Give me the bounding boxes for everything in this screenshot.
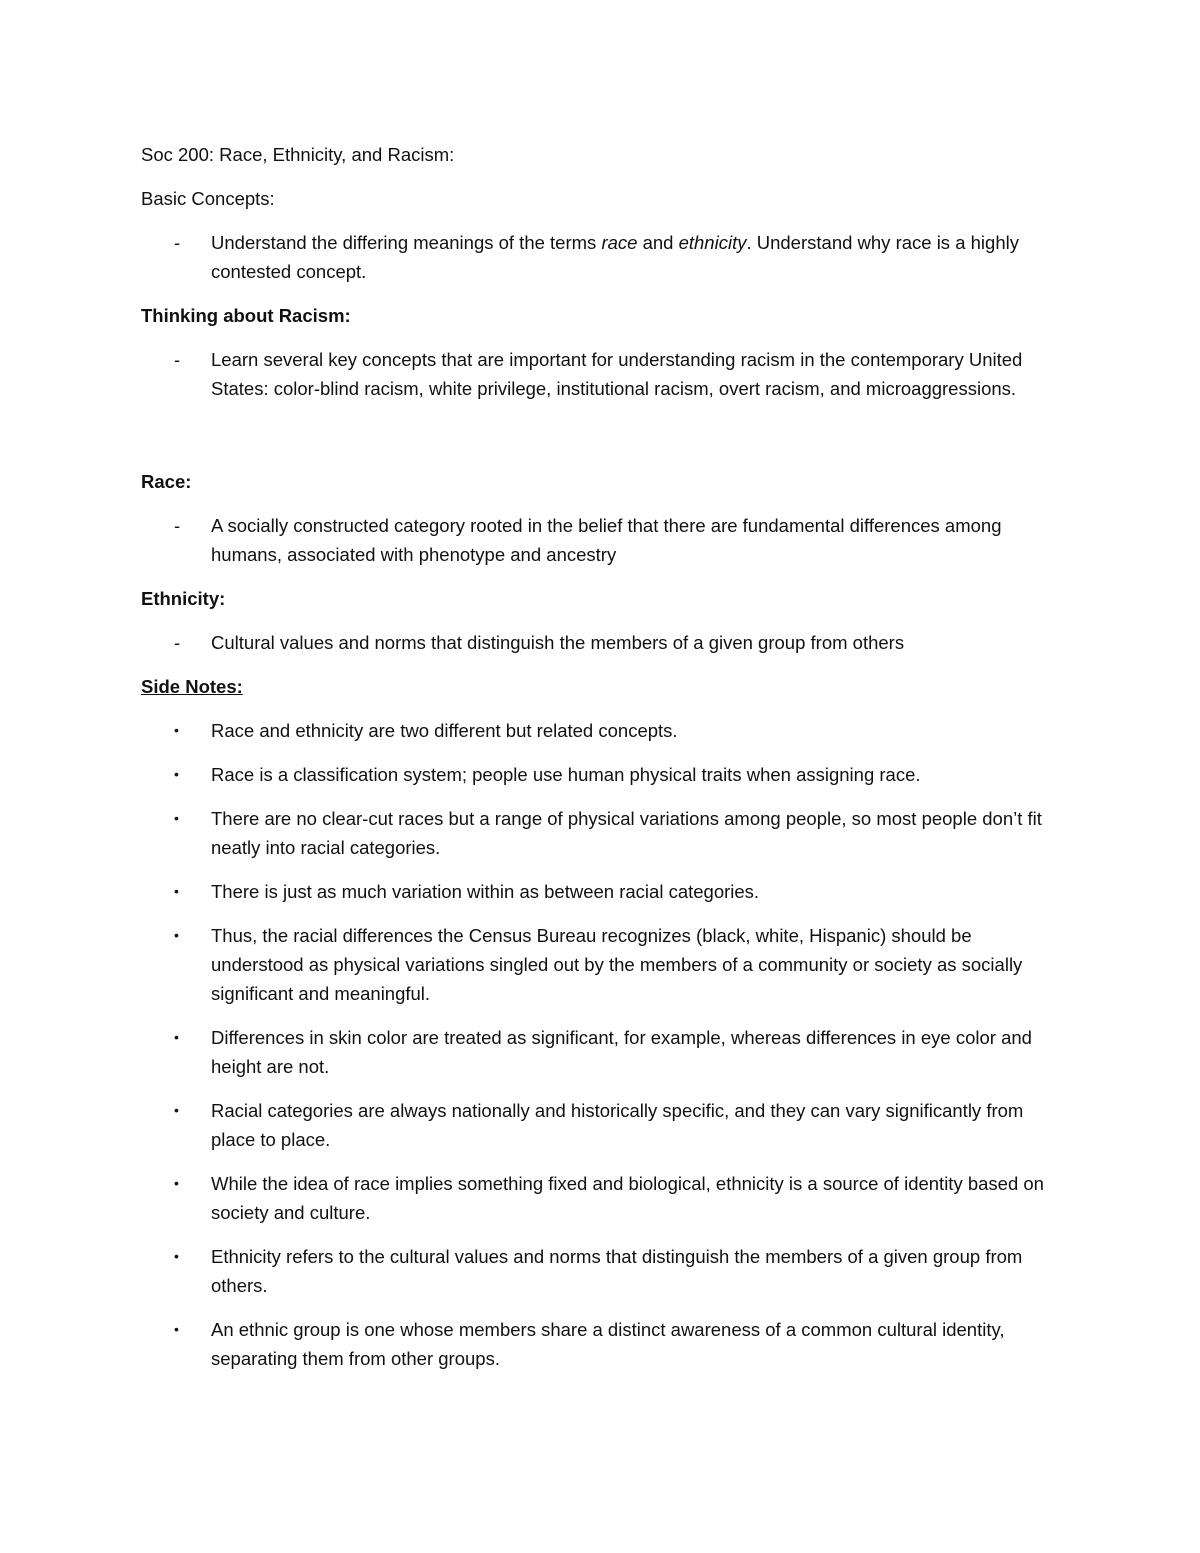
- term-ethnicity: ethnicity: [678, 232, 747, 253]
- side-note-text: Race and ethnicity are two different but related concepts.: [211, 720, 678, 741]
- race-heading: Race:: [141, 471, 192, 492]
- side-note-item: [141, 1242, 1061, 1300]
- list-item: [141, 511, 1061, 569]
- thinking-about-racism-text: Learn several key concepts that are important for understanding racism in the contemporary United States: color-blind racism, white privilege, institutional racism, overt racism, and microaggressions.: [211, 349, 1023, 399]
- ethnicity-heading: Ethnicity:: [141, 588, 226, 609]
- race-definition: A socially constructed category rooted in the belief that there are fundamental differences among humans, associated with phenotype and ancestry: [211, 515, 1002, 565]
- thinking-about-racism-heading: Thinking about Racism:: [141, 305, 351, 326]
- ethnicity-definition: Cultural values and norms that distinguish the members of a given group from others: [211, 632, 905, 653]
- dash-marker: -: [174, 232, 181, 253]
- side-note-item: [141, 1169, 1061, 1227]
- basic-concepts-heading: Basic Concepts:: [141, 188, 275, 209]
- side-notes-heading: Side Notes:: [141, 676, 243, 697]
- dash-marker: -: [174, 515, 181, 536]
- side-note-item: [141, 1096, 1061, 1154]
- side-note-item: [141, 877, 1061, 906]
- side-note-text: While the idea of race implies something fixed and biological, ethnicity is a source of identity based on society and culture.: [211, 1173, 1044, 1223]
- bullet-icon: •: [174, 1175, 179, 1191]
- bullet-icon: •: [174, 1248, 179, 1264]
- side-note-text: There are no clear-cut races but a range of physical variations among people, so most people don’t fit neatly into racial categories.: [211, 808, 1042, 858]
- bullet-icon: •: [174, 883, 179, 899]
- bullet-icon: •: [174, 1102, 179, 1118]
- side-note-text: Racial categories are always nationally and historically specific, and they can vary significantly from place to place.: [211, 1100, 1024, 1150]
- bullet-icon: •: [174, 1029, 179, 1045]
- bullet-icon: •: [174, 722, 179, 738]
- document-body: [141, 140, 1061, 1388]
- side-note-item: [141, 1023, 1061, 1081]
- term-race: race: [601, 232, 638, 253]
- side-note-item: [141, 716, 1061, 745]
- dash-marker: -: [174, 632, 181, 653]
- side-notes-list: [141, 716, 1061, 1373]
- bullet-icon: •: [174, 1321, 179, 1337]
- side-note-item: [141, 921, 1061, 1008]
- side-note-text: Differences in skin color are treated as significant, for example, whereas differences in eye color and height are not.: [211, 1027, 1032, 1077]
- bullet-icon: •: [174, 810, 179, 826]
- side-note-item: [141, 804, 1061, 862]
- side-note-text: An ethnic group is one whose members share a distinct awareness of a common cultural identity, separating them from other groups.: [211, 1319, 1005, 1369]
- side-note-item: [141, 760, 1061, 789]
- list-item: [141, 345, 1061, 403]
- document-title: Soc 200: Race, Ethnicity, and Racism:: [141, 144, 455, 165]
- list-item: [141, 228, 1061, 286]
- side-note-text: Thus, the racial differences the Census Bureau recognizes (black, white, Hispanic) should be understood as physical variations singled out by the members of a community or society as socially significant and meaningful.: [211, 925, 1023, 1004]
- dash-marker: -: [174, 349, 181, 370]
- side-note-item: [141, 1315, 1061, 1373]
- basic-concepts-text-2: and: [637, 232, 679, 253]
- bullet-icon: •: [174, 766, 179, 782]
- side-note-text: Ethnicity refers to the cultural values and norms that distinguish the members of a given group from others.: [211, 1246, 1023, 1296]
- side-note-text: There is just as much variation within as between racial categories.: [211, 881, 760, 902]
- side-note-text: Race is a classification system; people use human physical traits when assigning race.: [211, 764, 921, 785]
- basic-concepts-text-1: Understand the differing meanings of the terms: [211, 232, 602, 253]
- list-item: [141, 628, 1061, 657]
- basic-concepts-text-3: . Understand why race is a highly contested concept.: [211, 232, 1019, 282]
- bullet-icon: •: [174, 927, 179, 943]
- spacer: [141, 418, 1061, 467]
